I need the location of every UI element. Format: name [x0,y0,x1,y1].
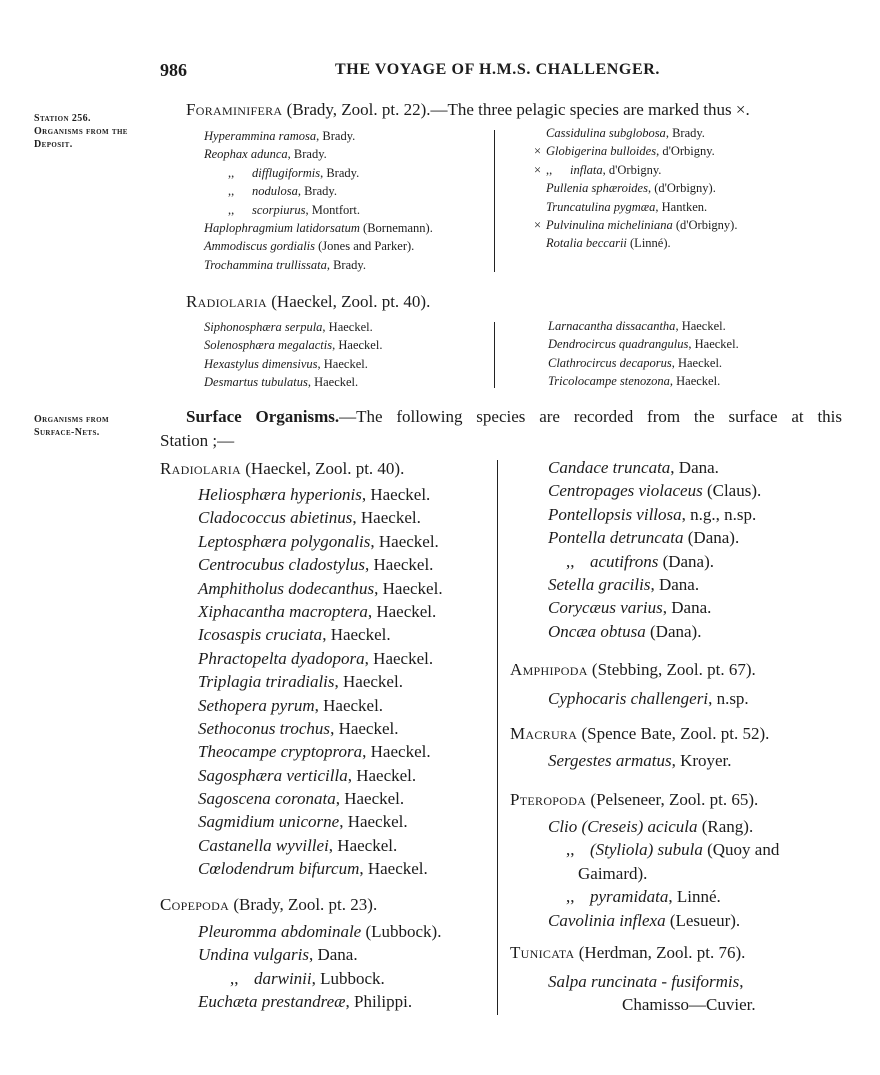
species-name: Ammodiscus gordialis [204,239,315,254]
column-divider [497,460,498,1015]
foraminifera-right-list [534,124,737,253]
species-name: Oncæa obtusa [548,621,646,641]
species-entry [198,990,441,1013]
species-name: Pontellopsis villosa [548,504,682,524]
species-name: Reophax adunca [204,147,288,162]
species-authority: , [739,972,744,991]
ditto-mark: ,, [566,887,575,907]
species-entry [204,127,433,145]
species-name: Icosaspis cruciata [198,625,323,645]
amphipoda-heading [510,660,756,680]
species-authority: , Haeckel. [675,319,726,333]
margin-note-surface: Organisms from Surface-Nets. [34,414,109,438]
species-entry [548,317,739,335]
species-authority: , Haeckel. [314,695,384,715]
species-authority: , Hantken. [655,199,708,214]
species-name: inflata [570,162,603,177]
species-name: Pullenia sphæroides [546,181,648,196]
species-entry [548,596,761,619]
tunicata-heading [510,943,745,963]
species-name: Sagmidium unicorne [198,812,340,832]
species-authority: , Haeckel. [374,578,443,598]
species-authority: , Haeckel. [339,812,408,832]
foraminifera-left-list [204,127,433,274]
species-authority: (Bornemann). [359,220,433,235]
running-title: THE VOYAGE OF H.M.S. CHALLENGER. [335,61,661,78]
species-entry [198,943,441,966]
species-name: Solenosphæra megalactis [204,338,333,353]
species-entry [198,623,443,646]
species-entry [548,372,739,390]
species-name: Centropages violaceus [548,481,703,501]
species-authority: , Philippi. [345,992,413,1012]
species-authority: , Brady. [320,165,360,180]
copepoda-right-list [548,456,761,643]
species-entry [548,456,761,479]
species-entry [204,355,382,373]
species-authority: , Haeckel. [671,355,723,370]
species-authority: , Dana. [662,598,712,618]
species-name: Centrocubus cladostylus [198,555,365,575]
radiolaria-surface-heading-group: Radiolaria [160,459,241,478]
species-entry [204,237,433,255]
species-name: Sergestes armatus [548,751,672,770]
species-entry [198,506,443,529]
species-name: Dendrocircus quadrangulus [548,337,689,352]
surface-heading-line2: Station ;— [160,431,235,450]
species-authority: , Haeckel. [334,672,403,692]
species-name: Sethoconus trochus [198,718,331,738]
species-name: Clathrocircus decaporus [548,355,672,370]
species-entry [548,687,749,710]
tunicata-list [548,970,756,1017]
species-entry [198,670,443,693]
species-authority: , Dana. [670,458,719,477]
species-entry [548,526,761,549]
species-entry [204,182,433,200]
pteropoda-heading-rest: (Pelseneer, Zool. pt. 65). [586,790,759,809]
species-entry [198,857,443,880]
species-authority: , Haeckel. [307,375,359,390]
species-entry [548,354,739,372]
surface-heading-bold: Surface Organisms. [186,407,340,426]
species-authority: , Haeckel. [322,625,391,645]
surface-organisms-heading [186,407,842,427]
species-entry [548,479,761,502]
radiolaria-deposit-heading-rest: (Haeckel, Zool. pt. 40). [267,292,431,311]
species-authority: (Lesueur). [665,910,741,930]
species-authority: , Haeckel. [317,356,368,371]
pelagic-mark: × [534,162,542,177]
column-divider [494,130,495,272]
species-name: Hyperammina ramosa [204,129,317,143]
species-authority: (Quoy and [702,840,780,860]
species-name: difflugiformis [252,165,321,180]
copepoda-heading-rest: (Brady, Zool. pt. 23). [229,895,378,914]
species-authority: (Claus). [702,481,762,501]
species-name: Rotalia beccarii [546,236,627,251]
species-authority: , Haeckel. [669,374,721,389]
species-entry [548,885,779,908]
species-name: Pleuromma abdominale [198,922,362,941]
continuation-text: Chamisso—Cuvier. [622,995,756,1015]
species-name: darwinii [254,968,312,988]
species-entry [198,967,441,990]
species-authority: , Haeckel. [328,835,398,855]
species-entry [198,717,443,740]
species-authority: , Brady. [326,257,366,272]
species-authority: , Linné. [668,887,721,907]
pteropoda-list [548,815,779,932]
species-entry [204,219,433,237]
species-authority: , d'Orbigny. [602,162,662,177]
species-name: Salpa runcinata - fusiformis [548,972,740,991]
species-entry [548,503,761,526]
species-entry [198,694,443,717]
page-number: 986 [160,60,187,80]
species-entry [204,373,382,391]
species-name: Tricolocampe stenozona [548,374,670,389]
species-authority: , Haeckel. [688,337,739,352]
amphipoda-heading-rest: (Stebbing, Zool. pt. 67). [587,660,756,679]
species-entry [548,862,779,885]
species-authority: , Dana. [308,945,358,965]
foraminifera-heading-rest: (Brady, Zool. pt. 22).—The three pelagic species are marked thus ×. [282,100,750,119]
species-entry [548,970,756,993]
species-entry [548,838,779,861]
species-name: Corycæus varius [548,598,663,618]
margin-note-deposit: Organisms from the Deposit. [34,126,128,150]
species-name: Pulvinulina micheliniana [546,217,673,232]
species-name: Euchæta prestandreæ [198,992,346,1012]
amphipoda-list [548,687,749,710]
pteropoda-heading [510,790,758,810]
species-authority: (Dana). [683,528,740,548]
species-entry [198,647,443,670]
species-name: Theocampe cryptoprora [198,742,363,762]
macrura-heading [510,724,769,744]
species-authority: , Kroyer. [671,751,732,770]
species-name: Larnacantha dissacantha [548,319,676,333]
species-name: pyramidata [590,887,669,907]
species-name: Sagosphæra verticilla [198,765,348,785]
ditto-mark: ,, [566,551,575,571]
species-name: Siphonosphæra serpula [204,320,323,334]
species-name: Hexastylus dimensivus [204,356,318,371]
copepoda-heading [160,895,377,915]
species-entry [548,993,756,1016]
macrura-heading-group: Macrura [510,724,578,743]
species-entry [534,124,737,142]
ditto-mark: ,, [566,840,575,860]
tunicata-heading-rest: (Herdman, Zool. pt. 76). [574,943,746,962]
species-authority: (Lubbock). [361,922,442,941]
species-name: Sagoscena coronata [198,789,336,809]
species-name: Globigerina bulloides [546,144,657,159]
species-name: Leptosphæra polygonalis [198,531,371,551]
radiolaria-surface-heading-rest: (Haeckel, Zool. pt. 40). [241,459,405,478]
species-name: Candace truncata [548,458,671,477]
species-authority: , Haeckel. [330,718,399,738]
species-entry [198,834,443,857]
species-entry [204,256,433,274]
species-authority: , Brady. [316,129,356,143]
species-name: Sethopera pyrum [198,695,315,715]
species-authority: (Dana). [658,551,715,571]
species-name: Cassidulina subglobosa [546,126,666,140]
species-entry [534,161,737,179]
species-name: Cyphocaris challengeri [548,689,709,708]
species-entry [198,787,443,810]
species-entry [548,815,779,838]
species-authority: , (d'Orbigny). [647,181,716,196]
species-entry [534,142,737,160]
species-authority: , Haeckel. [367,601,437,621]
species-authority: (Jones and Parker). [315,239,415,254]
continuation-text: Gaimard). [578,863,648,883]
species-entry [548,620,761,643]
pelagic-mark: × [534,144,542,159]
margin-note-station-deposit [34,112,164,151]
species-name: Cavolinia inflexa [548,910,666,930]
copepoda-left-list [198,920,441,1014]
species-name: Amphitholus dodecanthus [198,578,375,598]
species-authority: , n.g., n.sp. [681,504,757,524]
column-divider [494,322,495,388]
ditto-mark: ,, [546,162,553,177]
species-entry [198,530,443,553]
species-name: Cœlodendrum bifurcum [198,859,360,879]
species-authority: (Rang). [697,817,754,836]
species-authority: , Haeckel. [361,485,431,504]
species-authority: , Haeckel. [359,859,428,879]
ditto-mark: ,, [228,202,235,217]
species-name: acutifrons [590,551,659,571]
species-name: Undina vulgaris [198,945,309,965]
species-name: Clio (Creseis) acicula [548,817,698,836]
species-authority: , Lubbock. [311,968,385,988]
species-authority: , Haeckel. [362,742,431,762]
species-entry [548,335,739,353]
species-name: Desmartus tubulatus [204,375,308,390]
species-entry [198,810,443,833]
species-authority: , Brady. [287,147,327,162]
species-entry [548,749,732,772]
species-name: Castanella wyvillei [198,835,329,855]
species-entry [534,179,737,197]
species-name: nodulosa [252,184,298,199]
species-entry [198,577,443,600]
pteropoda-heading-group: Pteropoda [510,790,587,809]
species-entry [204,318,382,336]
species-entry [548,550,761,573]
radiolaria-deposit-heading-group: Radiolaria [186,292,267,311]
ditto-mark: ,, [230,968,239,988]
species-entry [204,164,433,182]
tunicata-heading-group: Tunicata [510,943,575,962]
species-authority: , Haeckel. [335,789,405,809]
surface-heading-rest: —The following species are recorded from the surface at this [339,407,843,426]
species-entry [198,600,443,623]
species-authority: , Brady. [297,184,337,199]
species-authority: , Haeckel. [365,555,434,575]
species-authority: (d'Orbigny). [672,217,738,232]
species-entry [548,573,761,596]
species-name: Haplophragmium latidorsatum [204,220,360,235]
margin-note-station: Station 256. [34,113,91,124]
radiolaria-deposit-heading [186,292,430,312]
species-name: Trochammina trullissata [204,257,327,272]
species-authority: , Brady. [665,126,705,140]
species-entry [198,920,441,943]
species-authority: , Dana. [650,574,700,594]
foraminifera-heading [186,100,750,120]
species-authority: , Haeckel. [370,531,439,551]
species-authority: , Montfort. [305,202,360,217]
species-entry [204,336,382,354]
species-name: Xiphacantha macroptera [198,601,368,621]
ditto-mark: ,, [228,165,235,180]
species-name: Pontella detruncata [548,528,684,548]
species-entry [198,553,443,576]
pelagic-mark: × [534,217,542,232]
species-authority: , Haeckel. [347,765,417,785]
radiolaria-surface-heading [160,459,404,479]
species-name: Triplagia triradialis [198,672,335,692]
species-authority: , Haeckel. [364,648,434,668]
species-entry [534,234,737,252]
species-entry [204,145,433,163]
macrura-list [548,749,732,772]
species-entry [534,216,737,234]
species-authority: (Dana). [645,621,702,641]
species-authority: (Linné). [626,236,671,251]
species-authority: , Haeckel. [322,320,373,334]
radiolaria-deposit-left-list [204,318,382,392]
foraminifera-heading-group: Foraminifera [186,100,283,119]
macrura-heading-rest: (Spence Bate, Zool. pt. 52). [577,724,770,743]
species-authority: , Haeckel. [332,338,383,353]
species-authority: , n.sp. [708,689,749,708]
species-name: Truncatulina pygmæa [546,199,656,214]
species-authority: , Haeckel. [352,508,421,528]
radiolaria-deposit-right-list [548,317,739,391]
species-entry [534,198,737,216]
species-entry [548,909,779,932]
species-entry [204,201,433,219]
species-entry [198,764,443,787]
species-entry [198,483,443,506]
species-name: (Styliola) subula [590,840,703,860]
amphipoda-heading-group: Amphipoda [510,660,588,679]
species-name: Heliosphæra hyperionis [198,485,362,504]
species-name: scorpiurus [252,202,306,217]
species-name: Setella gracilis [548,574,651,594]
radiolaria-surface-list [198,483,443,881]
copepoda-heading-group: Copepoda [160,895,230,914]
species-name: Cladococcus abietinus [198,508,353,528]
species-entry [198,740,443,763]
species-authority: , d'Orbigny. [656,144,715,159]
ditto-mark: ,, [228,184,235,199]
species-name: Phractopelta dyadopora [198,648,365,668]
